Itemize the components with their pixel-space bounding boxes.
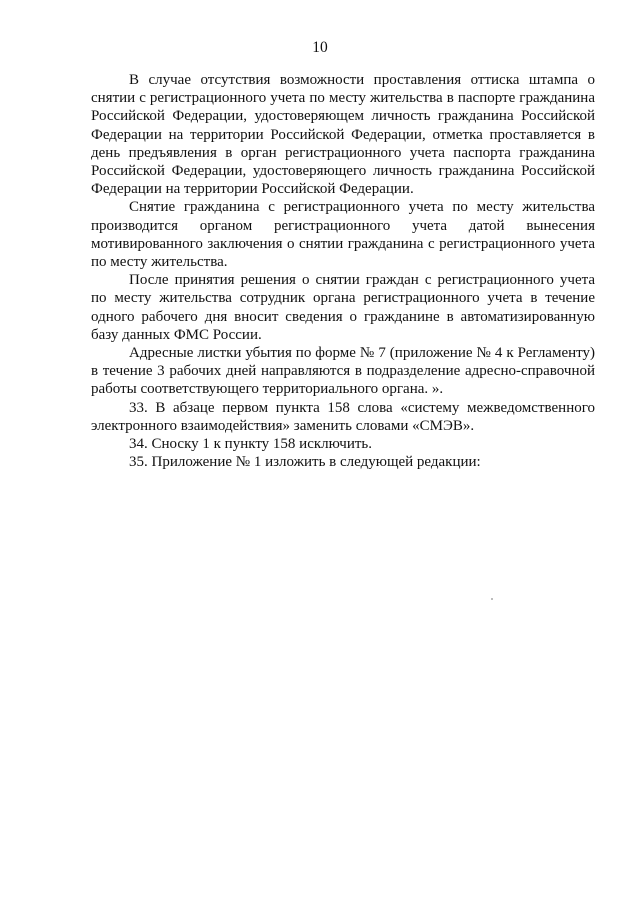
page-number: 10 xyxy=(312,39,328,56)
paragraph-deregistration-date: Снятие гражданина с регистрационного учета по месту жительства производится органом регистрационного учета датой вынесения мотивированного заключения о снятии гражданина с регистрационного учета по месту жительства. xyxy=(91,199,595,271)
paragraph-stamp-absence: В случае отсутствия возможности проставления оттиска штампа о снятии с регистрационного учета по месту жительства в паспорте гражданина Российской Федерации, удостоверяющем личность гражданина Российской Федерации на территории Российской Федерации, отметка проставляется в день предъявления в орган регистрационного учета паспорта гражданина Российской Федерации, удостоверяющего личность гражданина Российской Федерации на территории Российской Федерации. xyxy=(91,72,595,198)
paragraph-departure-forms: Адресные листки убытия по форме № 7 (приложение № 4 к Регламенту) в течение 3 рабочих дней направляются в подразделение адресно-справочной работы соответствующего территориального органа. ». xyxy=(91,345,595,398)
paragraph-item-34: 34. Сноску 1 к пункту 158 исключить. xyxy=(129,436,372,453)
paragraph-database-entry: После принятия решения о снятии граждан с регистрационного учета по месту жительства сотрудник органа регистрационного учета в течение одного рабочего дня вносит сведения о гражданине в автоматизированную базу данных ФМС России. xyxy=(91,272,595,343)
paragraph-item-35: 35. Приложение № 1 изложить в следующей редакции: xyxy=(129,454,481,471)
scan-speck xyxy=(491,598,493,600)
paragraph-item-33: 33. В абзаце первом пункта 158 слова «систему межведомственного электронного взаимодействия» заменить словами «СМЭВ». xyxy=(91,399,595,434)
document-body xyxy=(91,71,595,471)
